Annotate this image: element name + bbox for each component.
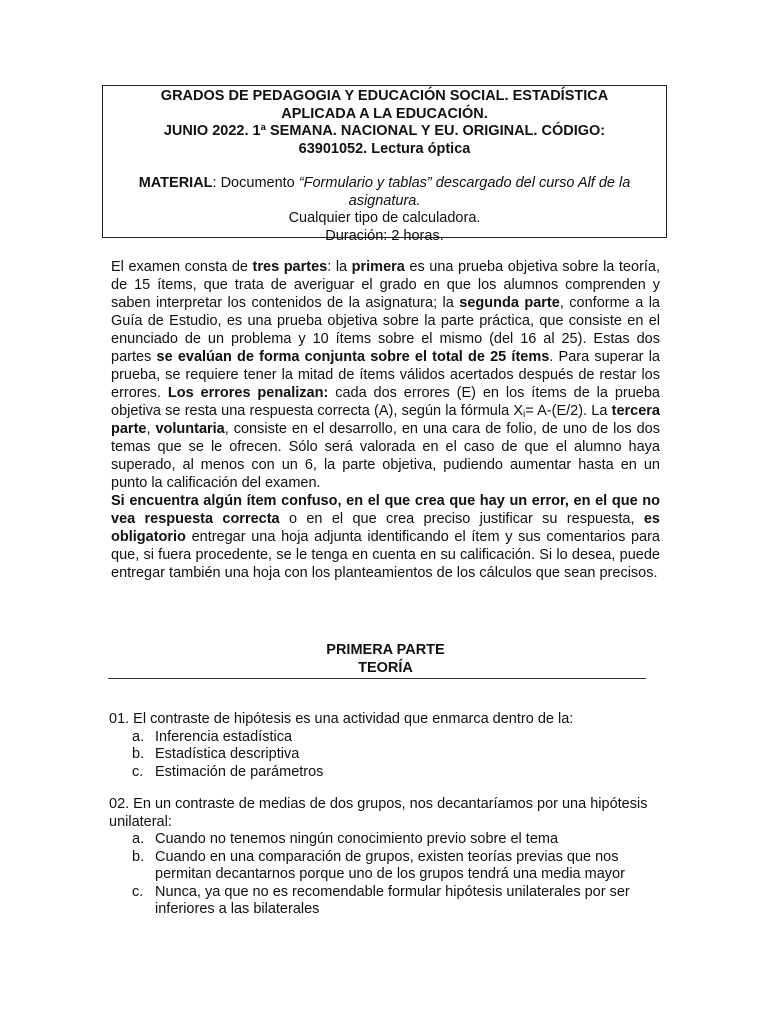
bold-run: voluntaria [155, 421, 225, 437]
text-run: , conforme a la Guía de Estudio, es una prueba objetiva sobre la parte práctica, que consiste en el enunciado de un problema y 10 ítems sobre el mismo (del 16 al 25). Estas dos partes [111, 295, 660, 365]
text-run: , consiste en el desarrollo, en una cara de folio, de uno de los dos temas que se le ofrecen. Sólo será valorada en el caso de que el alumno haya superado, al menos con un 6, la parte objetiva, pudiendo aumentar hasta en un punto la calificación del examen. [111, 421, 660, 491]
answer-options [109, 729, 674, 782]
error-reporting-note [111, 492, 660, 582]
section-subtitle: TEORÍA [358, 660, 413, 676]
text-run: El examen consta de [111, 259, 253, 275]
text-run: . Para superar la prueba, se requiere tener la mitad de ítems válidos acertados después de restar los errores. [111, 349, 660, 401]
bold-run: Si encuentra algún ítem confuso, en el que crea que hay un error, en el que no vea respuesta correcta [111, 493, 660, 527]
title-line: APLICADA A LA EDUCACIÓN. [281, 105, 488, 122]
question-01 [109, 711, 674, 781]
text-run: = A-(E/2). La [525, 403, 612, 419]
bold-run: es obligatorio [111, 511, 660, 545]
answer-option [109, 746, 674, 764]
section-divider [108, 678, 646, 679]
option-text: Estadística descriptiva [155, 746, 300, 762]
title-line: 63901052. Lectura óptica [298, 140, 471, 157]
answer-option [109, 729, 674, 747]
material-prefix: : Documento [212, 175, 299, 191]
text-run: cada dos errores (E) en los ítems de la prueba objetiva se resta una respuesta correcta (A), según la fórmula X [111, 385, 660, 419]
title-line: GRADOS DE PEDAGOGIA Y EDUCACIÓN SOCIAL. ESTADÍSTICA [160, 88, 609, 104]
option-letter: b. [132, 746, 145, 762]
duration-note: Duración: 2 horas. [325, 227, 444, 244]
answer-option [109, 884, 674, 919]
answer-option [109, 831, 674, 849]
option-text: Nunca, ya que no es recomendable formular hipótesis unilaterales por ser inferiores a las bilaterales [155, 883, 630, 917]
option-text: Cuando no tenemos ningún conocimiento previo sobre el tema [155, 831, 559, 847]
title-line: JUNIO 2022. 1ª SEMANA. NACIONAL Y EU. ORIGINAL. CÓDIGO: [163, 123, 606, 139]
bold-run: se evalúan de forma conjunta sobre el total de 25 ítems [156, 349, 550, 365]
exam-title [113, 88, 656, 158]
bold-run: tercera parte [111, 403, 660, 437]
option-letter: a. [132, 728, 145, 745]
question-stem: 02. En un contraste de medias de dos grupos, nos decantaríamos por una hipótesis unilateral: [109, 796, 648, 830]
option-letter: a. [132, 831, 145, 847]
text-run: es una prueba objetiva sobre la teoría, de 15 ítems, que trata de averiguar el grado en que los alumnos comprenden y saben interpretar los contenidos de la asignatura; la [111, 259, 661, 311]
option-letter: b. [132, 848, 145, 865]
material-line [113, 175, 656, 210]
answer-option [109, 764, 674, 782]
section-title: PRIMERA PARTE [326, 642, 445, 658]
bold-run: primera [351, 259, 405, 275]
question-stem: 01. El contraste de hipótesis es una actividad que enmarca dentro de la: [109, 711, 574, 727]
bold-run: segunda parte [459, 295, 560, 311]
calculator-note: Cualquier tipo de calculadora. [288, 210, 481, 226]
section-heading [111, 641, 660, 677]
answer-options [109, 831, 674, 919]
option-text: Cuando en una comparación de grupos, existen teorías previas que nos permitan decantarnos porque uno de los grupos tendrá una media mayor [155, 848, 625, 882]
bold-run: tres partes [252, 259, 328, 275]
question-02 [109, 796, 674, 919]
text-run: o en el que crea preciso justificar su respuesta, [279, 511, 644, 527]
bold-run: Los errores penalizan: [167, 385, 329, 401]
material-document: “Formulario y tablas” descargado del curso Alf de la asignatura. [298, 175, 631, 209]
text-run: entregar una hoja adjunta identificando el ítem y sus comentarios para que, si fuera procedente, se le tenga en cuenta en su calificación. Si lo desea, puede entregar también una hoja con los planteamientos de los cálculos que sean precisos. [111, 529, 660, 581]
option-letter: c. [132, 763, 144, 780]
option-text: Estimación de parámetros [155, 763, 324, 780]
answer-option [109, 849, 674, 884]
option-text: Inferencia estadística [155, 728, 293, 745]
text-run: : la [327, 259, 352, 275]
material-label: MATERIAL [138, 175, 213, 191]
option-letter: c. [132, 883, 144, 900]
exam-header-box [102, 85, 667, 244]
subscript: i [523, 409, 526, 420]
text-run: , [146, 421, 156, 437]
exam-instructions [111, 258, 660, 492]
